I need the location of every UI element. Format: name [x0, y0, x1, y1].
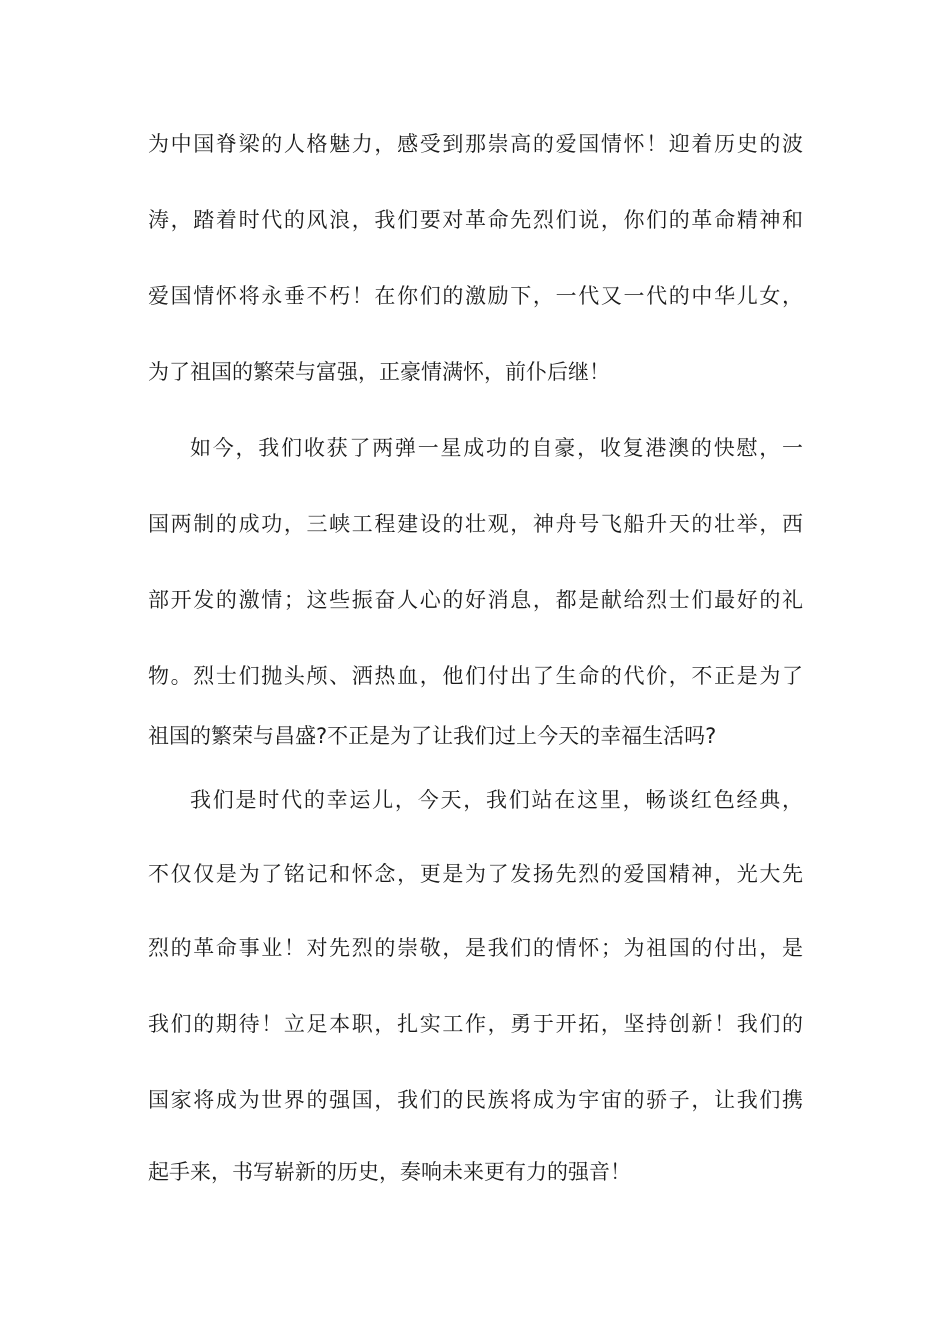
- paragraph-2-line-5: 祖国的繁荣与昌盛?不正是为了让我们过上今天的幸福生活吗?: [148, 724, 717, 748]
- paragraph-1-line-2: 涛，踏着时代的风浪，我们要对革命先烈们说，你们的革命精神和: [148, 208, 803, 232]
- paragraph-2-line-2: 国两制的成功，三峡工程建设的壮观，神舟号飞船升天的壮举，西: [148, 512, 803, 536]
- paragraph-3-line-2: 不仅仅是为了铭记和怀念，更是为了发扬先烈的爱国精神，光大先: [148, 862, 803, 886]
- paragraph-3-line-6: 起手来，书写崭新的历史，奏响未来更有力的强音！: [148, 1160, 631, 1184]
- paragraph-2-line-1: 如今，我们收获了两弹一星成功的自豪，收复港澳的快慰，一: [190, 436, 803, 460]
- paragraph-1-line-4: 为了祖国的繁荣与富强，正豪情满怀，前仆后继！: [148, 360, 610, 384]
- paragraph-3-line-1: 我们是时代的幸运儿，今天，我们站在这里，畅谈红色经典，: [190, 788, 803, 812]
- paragraph-2-line-3: 部开发的激情；这些振奋人心的好消息，都是献给烈士们最好的礼: [148, 588, 803, 612]
- paragraph-1-line-1: 为中国脊梁的人格魅力，感受到那崇高的爱国情怀！迎着历史的波: [148, 132, 803, 156]
- paragraph-3-line-4: 我们的期待！立足本职，扎实工作，勇于开拓，坚持创新！我们的: [148, 1012, 803, 1036]
- paragraph-3-line-5: 国家将成为世界的强国，我们的民族将成为宇宙的骄子，让我们携: [148, 1088, 803, 1112]
- paragraph-1-line-3: 爱国情怀将永垂不朽！在你们的激励下，一代又一代的中华儿女，: [148, 284, 803, 308]
- paragraph-3-line-3: 烈的革命事业！对先烈的崇敬，是我们的情怀；为祖国的付出，是: [148, 936, 803, 960]
- paragraph-2-line-4: 物。烈士们抛头颅、洒热血，他们付出了生命的代价，不正是为了: [148, 664, 803, 688]
